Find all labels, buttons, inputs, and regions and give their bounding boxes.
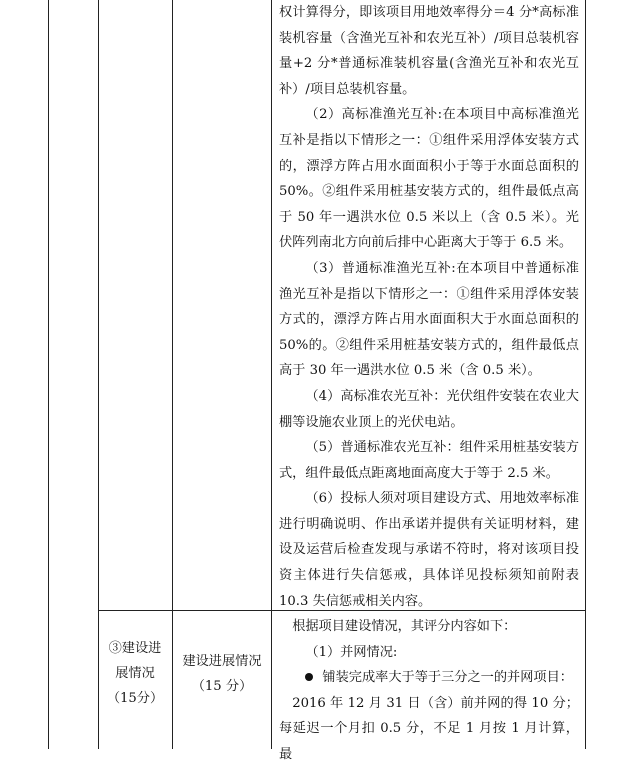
paragraph-intro: 根据项目建设情况，其评分内容如下：	[292, 619, 517, 634]
paragraph-high-fishery: （2）高标准渔光互补:在本项目中高标准渔光互补是指以下情形之一：①组件采用浮体安装方式的，漂浮方阵占用水面面积小于等于水面总面积的 50%。②组件采用桩基安装方式的，组件最低点高于 50 年一遇洪水位 0.5 米以上（含 0.5 米）。光伏阵列南北方向前后排中心距离大于等于 6.5 米。	[279, 107, 579, 251]
bullet-text: 铺装完成率大于等于三分之一的并网项目：	[322, 670, 573, 686]
paragraph-grid-connection: （1）并网情况:	[305, 644, 398, 660]
criterion-label-construction-progress: ③建设进展情况（15分）	[106, 641, 164, 706]
sub-criterion-label-construction-progress: 建设进展情况（15 分）	[182, 654, 262, 694]
paragraph-normal-fishery: （3）普通标准渔光互补:在本项目中普通标准渔光互补是指以下情形之一：①组件采用浮体安装方式的，漂浮方阵占用水面面积大于水面总面积的 50%的。②组件采用桩基安装方式的，组件最低点高于 30 年一遇洪水位 0.5 米（含 0.5 米）。	[279, 260, 579, 379]
table-divider-1	[98, 0, 99, 749]
paragraph-commitment: （6）投标人须对项目建设方式、用地效率标准进行明确说明、作出承诺并提供有关证明材料，建设及运营后检查发现与承诺不符时，将对该项目投资主体进行失信惩戒，具体详见投标须知前附表 10.3 失信惩戒相关内容。	[279, 491, 579, 609]
paragraph-efficiency-formula: 权计算得分，即该项目用地效率得分＝4 分*高标准装机容量（含渔光互补和农光互补）/项目总装机容量+2 分*普通标准装机容量(含渔光互补和农光互补）/项目总装机容量。	[279, 5, 579, 97]
table-divider-2	[172, 0, 173, 749]
paragraph-bullet	[279, 665, 579, 691]
table-divider-3	[271, 0, 272, 749]
paragraph-deadline: 2016 年 12 月 31 日（含）前并网的得 10 分；每延迟一个月扣 0.5 分，不足 1 月按 1 月计算，最	[279, 695, 579, 762]
table-border-right	[585, 0, 586, 749]
paragraph-high-agri: （4）高标准农光互补：光伏组件安装在农业大棚等设施农业顶上的光伏电站。	[279, 388, 579, 430]
paragraph-normal-agri: （5）普通标准农光互补：组件采用桩基安装方式，组件最低点距离地面高度大于等于 2.5 米。	[279, 440, 579, 481]
table-border-left	[48, 0, 49, 749]
scoring-criteria-text	[279, 0, 579, 614]
bullet-icon	[305, 673, 313, 681]
construction-progress-text	[279, 614, 579, 768]
